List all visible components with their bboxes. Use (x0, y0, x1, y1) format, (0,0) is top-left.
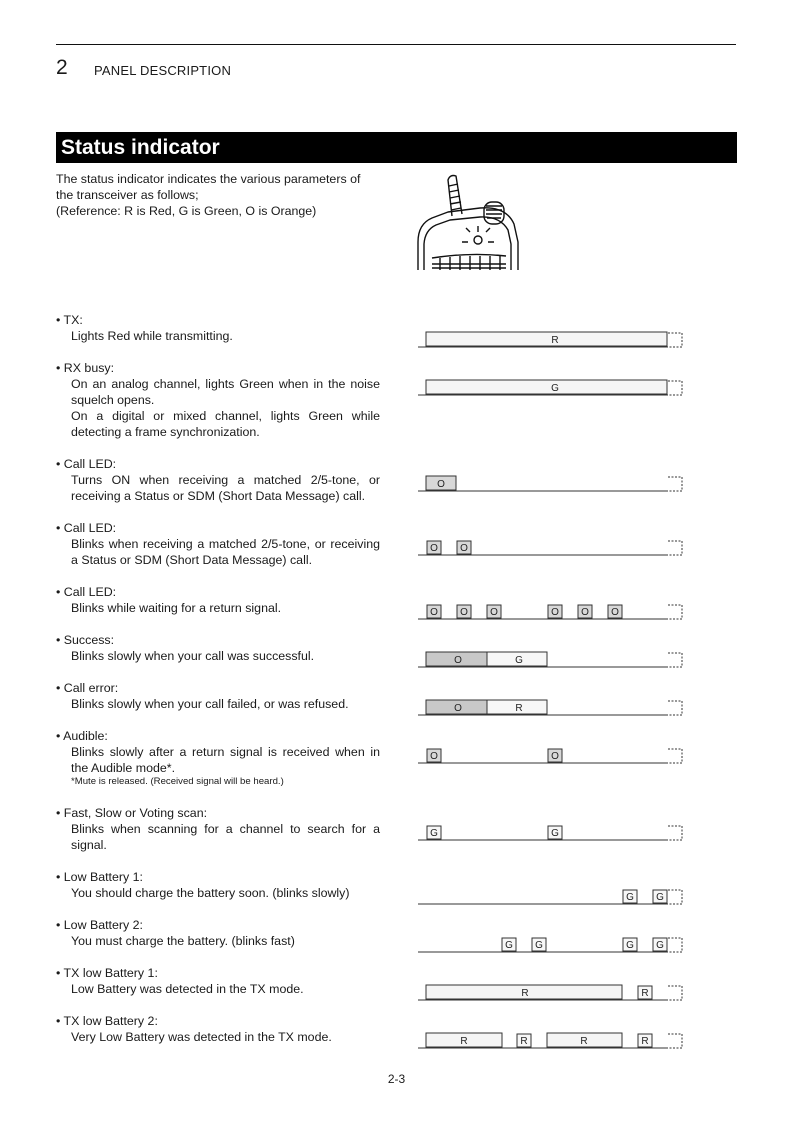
item-desc: Blinks slowly when your call was successful. (71, 649, 315, 663)
indicator-item-call-error (56, 680, 380, 712)
led-pattern-tx-low-battery-2 (418, 1027, 686, 1051)
item-desc: Lights Red while transmitting. (71, 329, 233, 343)
item-note: *Mute is released. (Received signal will be heard.) (71, 776, 284, 787)
led-pattern-success (418, 646, 686, 670)
item-desc: Blinks while waiting for a return signal. (71, 601, 282, 615)
intro-text (56, 171, 378, 219)
led-segment-label: O (611, 607, 619, 618)
item-title: • Fast, Slow or Voting scan: (56, 806, 208, 820)
indicator-item-low-battery-2 (56, 917, 380, 949)
indicator-item-success (56, 632, 380, 664)
item-desc: Blinks when receiving a matched 2/5-tone, or receiving a Status or SDM (Short Data Message) call. (71, 537, 380, 567)
indicator-item-rx-busy (56, 360, 380, 440)
item-title: • TX low Battery 1: (56, 966, 158, 980)
led-pattern-low-battery-2 (418, 931, 686, 955)
item-title: • TX: (56, 313, 83, 327)
led-pattern-tx (418, 326, 686, 350)
indicator-item-tx (56, 312, 380, 344)
led-segment (426, 380, 667, 394)
led-segment-label: G (515, 655, 523, 666)
indicator-item-audible (56, 728, 380, 788)
item-desc: You should charge the battery soon. (blinks slowly) (71, 886, 350, 900)
led-segment-label: G (430, 828, 438, 839)
led-segment-label: R (641, 1036, 649, 1047)
chapter-number: 2 (56, 56, 68, 79)
item-title: • Success: (56, 633, 115, 647)
indicator-item-call-led-wait (56, 584, 380, 616)
led-segment-label: G (656, 940, 664, 951)
item-desc: Very Low Battery was detected in the TX mode. (71, 1030, 332, 1044)
led-segment-label: R (551, 335, 559, 346)
led-segment-label: O (437, 479, 445, 490)
header-rule (56, 44, 736, 45)
led-segment-label: G (551, 383, 559, 394)
item-title: • Call LED: (56, 457, 117, 471)
item-title: • Low Battery 1: (56, 870, 143, 884)
led-pattern-tx-low-battery-1 (418, 979, 686, 1003)
item-desc: Low Battery was detected in the TX mode. (71, 982, 304, 996)
indicator-item-tx-low-battery-1 (56, 965, 380, 997)
indicator-item-tx-low-battery-2 (56, 1013, 380, 1045)
item-desc: Blinks slowly after a return signal is received when in the Audible mode*. (71, 745, 380, 775)
item-desc: Turns ON when receiving a matched 2/5-tone, or receiving a Status or SDM (Short Data Message) call. (71, 473, 380, 503)
indicator-item-low-battery-1 (56, 869, 380, 901)
led-pattern-rx-busy (418, 374, 686, 398)
led-pattern-call-led-on (418, 470, 686, 494)
led-segment-label: O (454, 703, 462, 714)
led-segment-label: R (641, 988, 649, 999)
item-desc: On an analog channel, lights Green when in the noise squelch opens. (71, 377, 380, 407)
page-number: 2-3 (387, 1072, 406, 1086)
led-segment-label: G (551, 828, 559, 839)
item-title: • Audible: (56, 729, 108, 743)
transceiver-illustration (410, 172, 522, 272)
indicator-item-scan (56, 805, 380, 853)
led-segment-label: R (521, 988, 529, 999)
led-segment-label: O (430, 607, 438, 618)
item-title: • TX low Battery 2: (56, 1014, 158, 1028)
led-segment-label: R (520, 1036, 528, 1047)
led-segment (426, 332, 667, 346)
intro-line-2: (Reference: R is Red, G is Green, O is Orange) (56, 204, 317, 218)
led-segment-label: R (460, 1036, 468, 1047)
item-desc: Blinks when scanning for a channel to search for a signal. (71, 822, 380, 852)
led-pattern-audible (418, 742, 686, 766)
chapter-title: PANEL DESCRIPTION (94, 63, 232, 78)
item-title: • RX busy: (56, 361, 115, 375)
led-segment-label: O (430, 751, 438, 762)
led-segment-label: O (551, 751, 559, 762)
led-segment-label: G (626, 940, 634, 951)
led-segment-label: O (581, 607, 589, 618)
item-title: • Call LED: (56, 585, 117, 599)
item-title: • Call LED: (56, 521, 117, 535)
led-segment-label: G (626, 892, 634, 903)
led-segment-label: R (515, 703, 523, 714)
item-desc: Blinks slowly when your call failed, or was refused. (71, 697, 349, 711)
led-segment-label: O (460, 543, 468, 554)
led-segment-label: R (580, 1036, 588, 1047)
section-title: Status indicator (61, 136, 220, 159)
led-segment-label: G (505, 940, 513, 951)
led-pattern-call-led-blink (418, 534, 686, 558)
item-desc-2: On a digital or mixed channel, lights Green while detecting a frame synchronization. (71, 409, 380, 439)
led-segment-label: O (454, 655, 462, 666)
indicator-item-call-led-on (56, 456, 380, 504)
led-pattern-call-led-wait (418, 598, 686, 622)
led-segment-label: O (460, 607, 468, 618)
led-segment-label: G (535, 940, 543, 951)
indicator-item-call-led-blink (56, 520, 380, 568)
led-segment-label: G (656, 892, 664, 903)
item-title: • Low Battery 2: (56, 918, 143, 932)
led-pattern-call-error (418, 694, 686, 718)
led-pattern-low-battery-1 (418, 883, 686, 907)
led-segment-label: O (551, 607, 559, 618)
led-segment-label: O (430, 543, 438, 554)
item-title: • Call error: (56, 681, 119, 695)
section-header (56, 132, 737, 163)
led-pattern-scan (418, 819, 686, 843)
intro-line-1: The status indicator indicates the various parameters of the transceiver as follows; (56, 172, 361, 202)
item-desc: You must charge the battery. (blinks fast) (71, 934, 295, 948)
led-segment-label: O (490, 607, 498, 618)
